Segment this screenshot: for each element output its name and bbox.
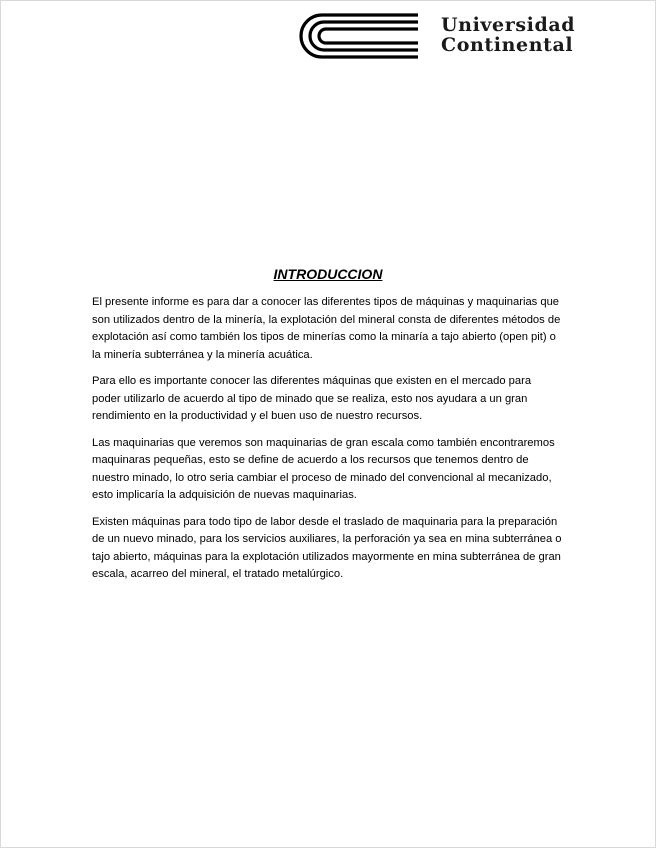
logo-line-2: Continental — [441, 34, 574, 56]
document-body — [92, 294, 562, 593]
document-title: INTRODUCCION — [273, 266, 383, 282]
paragraph-4: Existen máquinas para todo tipo de labor desde el traslado de maquinaria para la preparación de un nuevo minado, para los servicios auxiliares, la perforación ya sea en mina subterránea o tajo abierto, máquinas para la explotación utilizados mayormente en mina subterránea de gran escala, acarreo del mineral, el tratado metalúrgico. — [92, 515, 562, 580]
logo-line-1: Universidad — [441, 14, 576, 36]
paragraph-3: Las maquinarias que veremos son maquinarias de gran escala como también encontraremos maquinaras pequeñas, esto se define de acuerdo a los recursos que tenemos dentro de nuestro minado, lo otro seria cambiar el proceso de minado del convencional al mecanizado, esto implicaría la adquisición de nuevas maquinarias. — [92, 436, 555, 501]
university-logo — [296, 12, 632, 62]
university-logo-emblem-icon — [296, 12, 424, 60]
university-logo-text — [441, 15, 575, 55]
paragraph-2: Para ello es importante conocer las diferentes máquinas que existen en el mercado para poder utilizarlo de acuerdo al tipo de minado que se realiza, esto nos ayudara a un gran rendimiento en la productividad y el buen uso de nuestro recursos. — [92, 375, 532, 422]
paragraph-1: El presente informe es para dar a conocer las diferentes tipos de máquinas y maquinarias que son utilizados dentro de la minería, la explotación del mineral consta de diferentes métodos de explotación así como también los tipos de minerías como la minaría a tajo abierto (open pit) o la minería subterránea y la minería acuática. — [92, 296, 561, 361]
